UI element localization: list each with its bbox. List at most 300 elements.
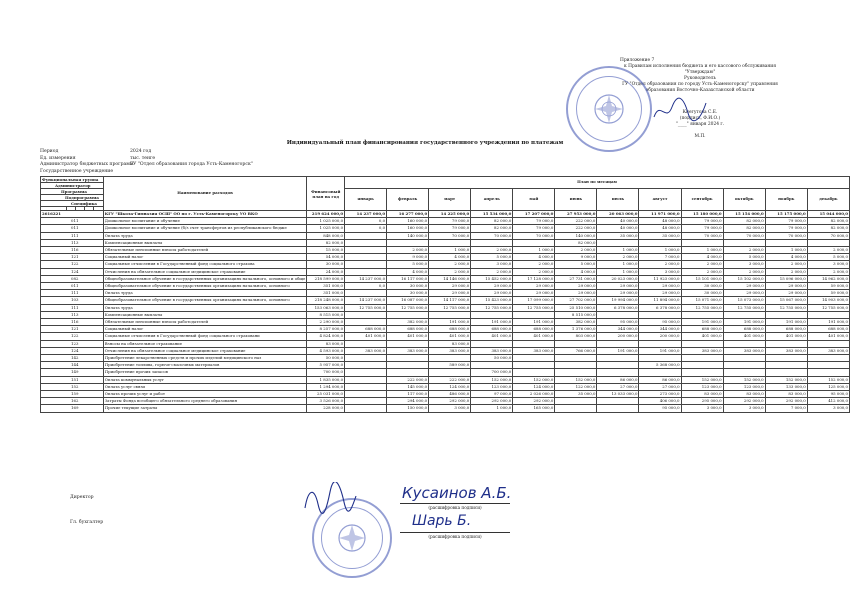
meta-key: Период	[40, 149, 59, 154]
row-name: Дошкольное воспитание и обучение	[103, 218, 307, 225]
header-subprog: Подпрограмма	[41, 195, 104, 201]
row-month-value: 14 237 000,0	[345, 211, 387, 218]
row-month-value: 401 000,0	[513, 333, 555, 340]
row-month-value: 160 000,0	[387, 225, 429, 232]
table-row	[41, 319, 850, 326]
row-month-value	[345, 362, 387, 369]
row-month-value: 17 207 000,0	[513, 211, 555, 218]
row-month-value: 4 000,0	[765, 254, 807, 261]
row-code: 121	[41, 254, 104, 261]
row-annual: 5 957 000,0	[307, 362, 345, 369]
row-month-value: 14 962 000,0	[807, 275, 849, 282]
row-month-value	[555, 355, 597, 362]
row-annual: 848 000,0	[307, 232, 345, 239]
row-month-value: 9 000,0	[555, 254, 597, 261]
row-month-value: 401 000,0	[387, 333, 429, 340]
row-code: 169	[41, 405, 104, 412]
row-code: 159	[41, 391, 104, 398]
row-month-value: 11 894 000,0	[639, 297, 681, 304]
row-annual: 2 290 000,0	[307, 319, 345, 326]
accountant-line	[400, 532, 510, 533]
stamp-emblem-icon	[568, 68, 650, 150]
header-name: Наименование расходов	[103, 177, 307, 211]
row-month-value: 401 000,0	[681, 333, 723, 340]
row-month-value	[345, 376, 387, 383]
row-month-value: 15 073 000,0	[723, 297, 765, 304]
row-code: 082	[41, 275, 104, 282]
row-month-value	[387, 369, 429, 376]
row-name: Социальный налог	[103, 254, 307, 261]
row-month-value: 82 000,0	[471, 218, 513, 225]
row-month-value: 1 000,0	[513, 247, 555, 254]
row-month-value: 2 000,0	[639, 261, 681, 268]
row-code: 116	[41, 247, 104, 254]
row-month-value	[345, 254, 387, 261]
row-month-value	[807, 311, 849, 318]
row-month-value	[681, 340, 723, 347]
row-month-value: 1 376 000,0	[555, 326, 597, 333]
row-month-value	[555, 362, 597, 369]
row-month-value: 1 000,0	[765, 247, 807, 254]
row-annual: 54 000,0	[307, 254, 345, 261]
row-name: Оплата труда	[103, 232, 307, 239]
row-month-value: 27 731 000,0	[555, 275, 597, 282]
row-month-value: 2 026 000,0	[513, 391, 555, 398]
row-name: Взносы на обязательное страхование	[103, 340, 307, 347]
row-month-value: 0,0	[345, 283, 387, 290]
table-row	[41, 405, 850, 412]
row-month-value	[345, 247, 387, 254]
row-month-value: 0,0	[345, 218, 387, 225]
row-month-value	[345, 355, 387, 362]
row-month-value: 688 000,0	[345, 326, 387, 333]
row-month-value: 383 000,0	[513, 347, 555, 354]
row-month-value: 5 000,0	[387, 261, 429, 268]
row-month-value	[597, 362, 639, 369]
row-month-value: 401 000,0	[723, 333, 765, 340]
row-name: Оплата труда	[103, 290, 307, 297]
row-month-value: 2 000,0	[807, 247, 849, 254]
row-name: Социальные отчисления в Государственный фонд социального страховани	[103, 333, 307, 340]
row-code: 011	[41, 218, 104, 225]
row-month-value	[345, 261, 387, 268]
row-month-value	[597, 340, 639, 347]
row-month-value: 14 225 000,0	[429, 211, 471, 218]
row-name: Приобретение топлива, горюче-смазочных материалов	[103, 362, 307, 369]
table-row	[41, 239, 850, 246]
row-month-value: 3 000,0	[723, 261, 765, 268]
row-month-value	[597, 369, 639, 376]
row-month-value: 16 087 000,0	[387, 297, 429, 304]
row-name: Социальные отчисления в Государственный фонд социального страхова	[103, 261, 307, 268]
row-code: 122	[41, 333, 104, 340]
meta-value: тыс. тенге	[130, 155, 156, 161]
row-month-value	[639, 239, 681, 246]
row-month-value: 97 000,0	[471, 391, 513, 398]
row-month-value: 0,0	[345, 225, 387, 232]
row-month-value: 688 000,0	[681, 326, 723, 333]
row-month-value: 383 000,0	[807, 347, 849, 354]
row-month-value: 15 101 000,0	[681, 275, 723, 282]
row-month-value: 7 000,0	[639, 254, 681, 261]
row-month-value: 1 000,0	[681, 247, 723, 254]
row-month-value: 152 000,0	[807, 376, 849, 383]
row-month-value: 29 000,0	[639, 283, 681, 290]
row-month-value: 79 000,0	[681, 218, 723, 225]
row-annual: 4 593 000,0	[307, 347, 345, 354]
row-annual: 1 835 000,0	[307, 376, 345, 383]
row-month-value: 2 000,0	[513, 268, 555, 275]
row-code: 123	[41, 340, 104, 347]
row-month-value: 700 000,0	[471, 369, 513, 376]
row-code: 113	[41, 311, 104, 318]
row-month-value	[429, 355, 471, 362]
row-month-value	[807, 369, 849, 376]
table-body	[41, 211, 850, 413]
row-month-value	[471, 362, 513, 369]
row-month-value: 35 000,0	[639, 232, 681, 239]
row-month-value: 12 755 000,0	[807, 304, 849, 311]
row-month-value: 200 000,0	[597, 333, 639, 340]
director-name-handwritten: Кусаинов А.Б.	[402, 484, 512, 502]
meta-row	[40, 169, 253, 176]
meta-value: ГУ "Отдел образования города Усть-Каменогорск"	[130, 162, 253, 168]
row-month-value: 15 102 000,0	[723, 275, 765, 282]
row-month-value: 124 000,0	[513, 383, 555, 390]
row-month-value: 2 000,0	[681, 261, 723, 268]
row-month-value: 29 000,0	[723, 283, 765, 290]
row-month-value	[429, 369, 471, 376]
row-month-value: 382 000,0	[555, 319, 597, 326]
row-month-value: 70 000,0	[765, 232, 807, 239]
row-month-value: 383 000,0	[723, 347, 765, 354]
row-month-value: 1 000,0	[597, 261, 639, 268]
table-row	[41, 376, 850, 383]
row-month-value: 401 000,0	[765, 333, 807, 340]
official-stamp-bottom	[312, 498, 392, 578]
row-code: 144	[41, 362, 104, 369]
row-annual: 1 294 000,0	[307, 383, 345, 390]
row-month-value: 29 000,0	[765, 283, 807, 290]
row-month-value: 1 000,0	[597, 268, 639, 275]
row-month-value: 294 000,0	[387, 398, 429, 405]
document-title: Индивидуальный план финансирования государственного учреждения по платежам	[286, 140, 564, 146]
row-month-value: 125 000,0	[807, 383, 849, 390]
row-month-value	[723, 239, 765, 246]
row-month-value: 12 755 000,0	[765, 304, 807, 311]
row-month-value: 383 000,0	[471, 347, 513, 354]
row-annual: 219 624 000,0	[307, 211, 345, 218]
row-month-value	[555, 405, 597, 412]
row-month-value: 82 000,0	[807, 218, 849, 225]
approval-line: (подпись, Ф.И.О.)	[679, 116, 721, 121]
row-name: Компенсационные выплаты	[103, 311, 307, 318]
row-month-value: 79 000,0	[765, 225, 807, 232]
row-month-value: 803 000,0	[555, 333, 597, 340]
row-code: 2616221	[41, 211, 104, 218]
row-month-value: 1 000,0	[639, 247, 681, 254]
approval-line: Кнегутова С.Е.	[682, 110, 718, 115]
row-month-value: 401 000,0	[345, 333, 387, 340]
row-name: Оплата труда	[103, 304, 307, 311]
row-name: Оплата услуг связи	[103, 383, 307, 390]
row-month-value	[555, 398, 597, 405]
row-month-value: 82 000,0	[723, 218, 765, 225]
table-row	[41, 232, 850, 239]
row-month-value: 152 000,0	[513, 376, 555, 383]
row-month-value: 12 755 000,0	[723, 304, 765, 311]
row-month-value	[807, 362, 849, 369]
row-month-value: 48 000,0	[639, 218, 681, 225]
meta-row	[40, 162, 253, 169]
row-month-value: 2 000,0	[429, 261, 471, 268]
row-code: 124	[41, 347, 104, 354]
row-month-value: 20 063 000,0	[597, 211, 639, 218]
row-month-value	[345, 319, 387, 326]
table-row	[41, 283, 850, 290]
row-month-value: 48 000,0	[639, 225, 681, 232]
row-month-value: 12 755 000,0	[345, 304, 387, 311]
row-month-value: 292 000,0	[429, 398, 471, 405]
row-month-value: 35 000,0	[555, 391, 597, 398]
row-month-value: 191 000,0	[597, 347, 639, 354]
row-month-value: 70 000,0	[513, 232, 555, 239]
row-month-value: 3 000,0	[681, 405, 723, 412]
row-month-value: 117 000,0	[387, 391, 429, 398]
row-name: КГУ "Школа-Гимназия ОСШ" ОО по г. Усть-Каменогорску УО ВКО	[103, 211, 307, 218]
row-annual: 82 000,0	[307, 239, 345, 246]
row-month-value: 83 000,0	[429, 340, 471, 347]
row-code: 162	[41, 398, 104, 405]
row-month-value: 40 000,0	[597, 218, 639, 225]
row-month-value: 124 000,0	[429, 383, 471, 390]
row-month-value	[513, 239, 555, 246]
row-month-value: 70 000,0	[681, 232, 723, 239]
row-month-value	[513, 340, 555, 347]
row-month-value: 191 000,0	[723, 319, 765, 326]
approval-line: образования Восточно-Казахстанской области	[645, 88, 755, 93]
row-month-value	[723, 311, 765, 318]
row-month-value: 123 000,0	[723, 383, 765, 390]
row-month-value: 191 000,0	[765, 319, 807, 326]
row-month-value	[471, 340, 513, 347]
row-month-value: 95 000,0	[639, 405, 681, 412]
row-month-value	[723, 340, 765, 347]
row-month-value: 27 000,0	[639, 383, 681, 390]
row-annual: 700 000,0	[307, 369, 345, 376]
row-month-value: 401 000,0	[471, 333, 513, 340]
row-month-value	[597, 405, 639, 412]
row-month-value: 29 000,0	[597, 290, 639, 297]
row-month-value	[429, 239, 471, 246]
row-month-value	[429, 311, 471, 318]
table-row	[41, 290, 850, 297]
row-month-value: 79 000,0	[513, 218, 555, 225]
row-month-value: 79 000,0	[429, 225, 471, 232]
row-name: Социальный налог	[103, 326, 307, 333]
row-month-value	[723, 362, 765, 369]
row-month-value: 122 000,0	[555, 383, 597, 390]
approval-line: Руководитель	[684, 76, 716, 81]
row-month-value	[345, 290, 387, 297]
row-month-value: 11 971 000,0	[639, 211, 681, 218]
row-code: 151	[41, 376, 104, 383]
table-row	[41, 391, 850, 398]
director-signature-icon	[300, 482, 360, 514]
row-code: 149	[41, 369, 104, 376]
header-month: ноябрь	[765, 189, 807, 211]
row-month-value: 160 000,0	[387, 218, 429, 225]
row-month-value: 2 000,0	[387, 247, 429, 254]
row-month-value: 273 000,0	[639, 391, 681, 398]
row-month-value: 11 923 000,0	[639, 275, 681, 282]
row-month-value: 152 000,0	[765, 376, 807, 383]
row-month-value: 9 000,0	[387, 254, 429, 261]
row-month-value: 79 000,0	[765, 218, 807, 225]
row-month-value: 29 000,0	[639, 290, 681, 297]
row-month-value: 152 000,0	[555, 376, 597, 383]
row-month-value: 401 000,0	[807, 333, 849, 340]
table-row	[41, 347, 850, 354]
row-month-value: 15 534 000,0	[471, 211, 513, 218]
row-month-value: 17 099 000,0	[513, 297, 555, 304]
row-month-value: 15 452 000,0	[471, 275, 513, 282]
row-month-value: 191 000,0	[429, 319, 471, 326]
row-month-value	[681, 239, 723, 246]
table-row	[41, 326, 850, 333]
director-line	[400, 503, 510, 504]
meta-key: Ед. измерения	[40, 155, 76, 161]
row-month-value: 15 180 000,0	[681, 211, 723, 218]
row-month-value	[597, 311, 639, 318]
row-month-value: 152 000,0	[723, 376, 765, 383]
row-month-value: 29 000,0	[765, 290, 807, 297]
row-month-value: 688 000,0	[807, 326, 849, 333]
row-month-value: 29 000,0	[429, 283, 471, 290]
row-month-value	[345, 398, 387, 405]
row-month-value: 4 000,0	[681, 254, 723, 261]
row-month-value: 83 000,0	[723, 391, 765, 398]
row-month-value	[765, 369, 807, 376]
row-month-value: 5 000,0	[555, 261, 597, 268]
stamp-emblem-icon	[314, 500, 390, 576]
row-code: 122	[41, 261, 104, 268]
row-month-value: 50 000,0	[471, 355, 513, 362]
row-month-value	[639, 311, 681, 318]
row-month-value: 766 000,0	[555, 347, 597, 354]
row-month-value: 95 000,0	[639, 319, 681, 326]
accountant-label: Гл. бухгалтер	[70, 520, 104, 525]
row-name: Общеобразовательное обучение в государственных организациях начального, основного	[103, 297, 307, 304]
row-month-value	[387, 340, 429, 347]
row-month-value: 19 994 000,0	[597, 297, 639, 304]
table-row	[41, 275, 850, 282]
row-annual: 1 025 000,0	[307, 225, 345, 232]
row-month-value: 2 000,0	[471, 247, 513, 254]
row-month-value	[597, 355, 639, 362]
director-hint: (расшифровка подписи)	[428, 505, 482, 510]
row-month-value: 6 378 000,0	[639, 304, 681, 311]
row-month-value: 82 000,0	[555, 239, 597, 246]
row-month-value: 2 000,0	[681, 268, 723, 275]
row-month-value: 2 000,0	[765, 261, 807, 268]
row-month-value: 82 000,0	[471, 225, 513, 232]
row-code: 111	[41, 290, 104, 297]
row-code: 103	[41, 297, 104, 304]
row-month-value: 29 000,0	[429, 290, 471, 297]
row-month-value: 86 000,0	[597, 376, 639, 383]
meta-key: Государственное учреждение	[40, 168, 114, 174]
row-month-value: 383 000,0	[681, 347, 723, 354]
row-month-value: 7 000,0	[765, 405, 807, 412]
row-month-value: 5 368 000,0	[639, 362, 681, 369]
row-month-value: 486 000,0	[429, 391, 471, 398]
row-month-value: 2 000,0	[597, 254, 639, 261]
row-month-value	[513, 311, 555, 318]
approval-line: Приложение 7	[620, 58, 655, 63]
accountant-name-handwritten: Шарь Б.	[412, 513, 472, 529]
row-month-value: 14 237 000,0	[345, 275, 387, 282]
header-month: сентябрь	[681, 189, 723, 211]
approval-line: "____" января 2024 г.	[675, 122, 725, 127]
header-month: июль	[597, 189, 639, 211]
row-month-value: 191 000,0	[639, 347, 681, 354]
row-annual: 24 000,0	[307, 268, 345, 275]
row-month-value: 222 000,0	[387, 376, 429, 383]
row-month-value: 79 000,0	[513, 225, 555, 232]
meta-row	[40, 149, 253, 156]
row-month-value: 70 000,0	[471, 232, 513, 239]
row-month-value	[681, 355, 723, 362]
row-month-value: 79 000,0	[681, 225, 723, 232]
row-annual: 8 257 000,0	[307, 326, 345, 333]
row-month-value	[807, 355, 849, 362]
header-month: апрель	[471, 189, 513, 211]
row-month-value: 688 000,0	[765, 326, 807, 333]
row-month-value: 13 033 000,0	[597, 391, 639, 398]
row-month-value: 29 000,0	[513, 283, 555, 290]
row-month-value: 2 000,0	[429, 268, 471, 275]
row-month-value: 2 000,0	[723, 268, 765, 275]
row-month-value: 3 000,0	[807, 405, 849, 412]
header-annual: Финансовый план на год	[307, 177, 345, 211]
row-month-value: 295 000,0	[681, 398, 723, 405]
row-month-value: 29 000,0	[513, 290, 555, 297]
row-month-value: 3 000,0	[807, 261, 849, 268]
row-month-value: 15 423 000,0	[471, 297, 513, 304]
row-month-value: 382 000,0	[387, 319, 429, 326]
row-month-value: 12 755 000,0	[429, 304, 471, 311]
row-annual: 351 000,0	[307, 283, 345, 290]
row-month-value: 292 000,0	[471, 398, 513, 405]
row-month-value: 15 067 000,0	[765, 297, 807, 304]
row-name: Отчисления на обязательное социальное медицинское страхование	[103, 268, 307, 275]
row-month-value	[681, 362, 723, 369]
row-month-value	[471, 239, 513, 246]
row-month-value: 150 000,0	[387, 405, 429, 412]
table-row	[41, 340, 850, 347]
row-month-value: 14 237 000,0	[345, 297, 387, 304]
row-month-value: 589 000,0	[429, 362, 471, 369]
row-month-value	[807, 340, 849, 347]
row-month-value	[765, 340, 807, 347]
row-month-value: 17 128 000,0	[513, 275, 555, 282]
row-month-value	[639, 340, 681, 347]
row-month-value	[513, 369, 555, 376]
row-month-value: 70 000,0	[429, 232, 471, 239]
row-month-value: 29 000,0	[471, 290, 513, 297]
table-row	[41, 311, 850, 318]
